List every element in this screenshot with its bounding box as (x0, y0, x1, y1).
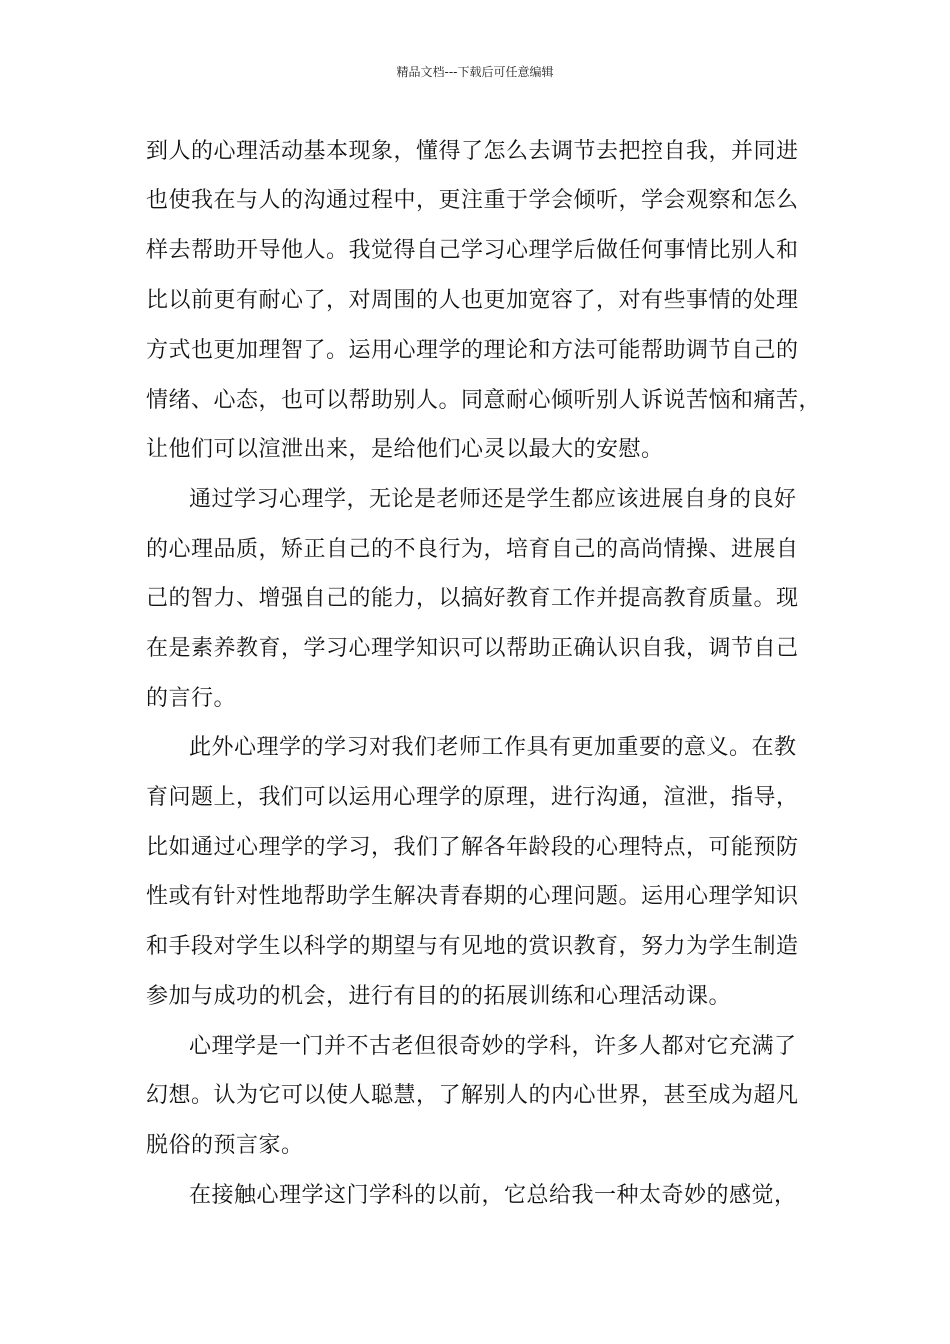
text-line: 让他们可以渲泄出来，是给他们心灵以最大的安慰。 (146, 437, 664, 462)
text-line: 参加与成功的机会，进行有目的的拓展训练和心理活动课。 (146, 984, 732, 1009)
text-line: 比以前更有耐心了，对周围的人也更加宽容了，对有些事情的处理 (146, 288, 799, 313)
text-line: 的言行。 (146, 686, 237, 711)
paragraph-start-line: 在接触心理学这门学科的以前，它总给我一种太奇妙的感觉， (189, 1183, 797, 1208)
paragraph-start-line: 心理学是一门并不古老但很奇妙的学科，许多人都对它充满了 (189, 1034, 797, 1059)
text-line: 和手段对学生以科学的期望与有见地的赏识教育，努力为学生制造 (146, 934, 799, 959)
text-line: 情绪、心态，也可以帮助别人。同意耐心倾听别人诉说苦恼和痛苦， (146, 388, 822, 413)
text-line: 育问题上，我们可以运用心理学的原理，进行沟通，渲泄，指导， (146, 785, 799, 810)
paragraph-start-line: 此外心理学的学习对我们老师工作具有更加重要的意义。在教 (189, 735, 797, 760)
text-line: 性或有针对性地帮助学生解决青春期的心理问题。运用心理学知识 (146, 884, 799, 909)
page-header: 精品文档---下载后可任意编辑 (396, 65, 554, 79)
text-line: 样去帮助开导他人。我觉得自己学习心理学后做任何事情比别人和 (146, 238, 799, 263)
text-line: 方式也更加理智了。运用心理学的理论和方法可能帮助调节自己的 (146, 338, 799, 363)
text-line: 脱俗的预言家。 (146, 1133, 304, 1158)
text-line: 的心理品质，矫正自己的不良行为，培育自己的高尚情操、进展自 (146, 537, 799, 562)
text-line: 幻想。认为它可以使人聪慧，了解别人的内心世界，甚至成为超凡 (146, 1083, 799, 1108)
text-line: 己的智力、增强自己的能力，以搞好教育工作并提高教育质量。现 (146, 586, 799, 611)
text-line: 比如通过心理学的学习，我们了解各年龄段的心理特点，可能预防 (146, 835, 799, 860)
text-line: 到人的心理活动基本现象，懂得了怎么去调节去把控自我，并同进 (146, 139, 799, 164)
text-line: 在是素养教育，学习心理学知识可以帮助正确认识自我，调节自己 (146, 636, 799, 661)
paragraph-start-line: 通过学习心理学，无论是老师还是学生都应该进展自身的良好 (189, 487, 797, 512)
text-line: 也使我在与人的沟通过程中，更注重于学会倾听，学会观察和怎么 (146, 188, 799, 213)
